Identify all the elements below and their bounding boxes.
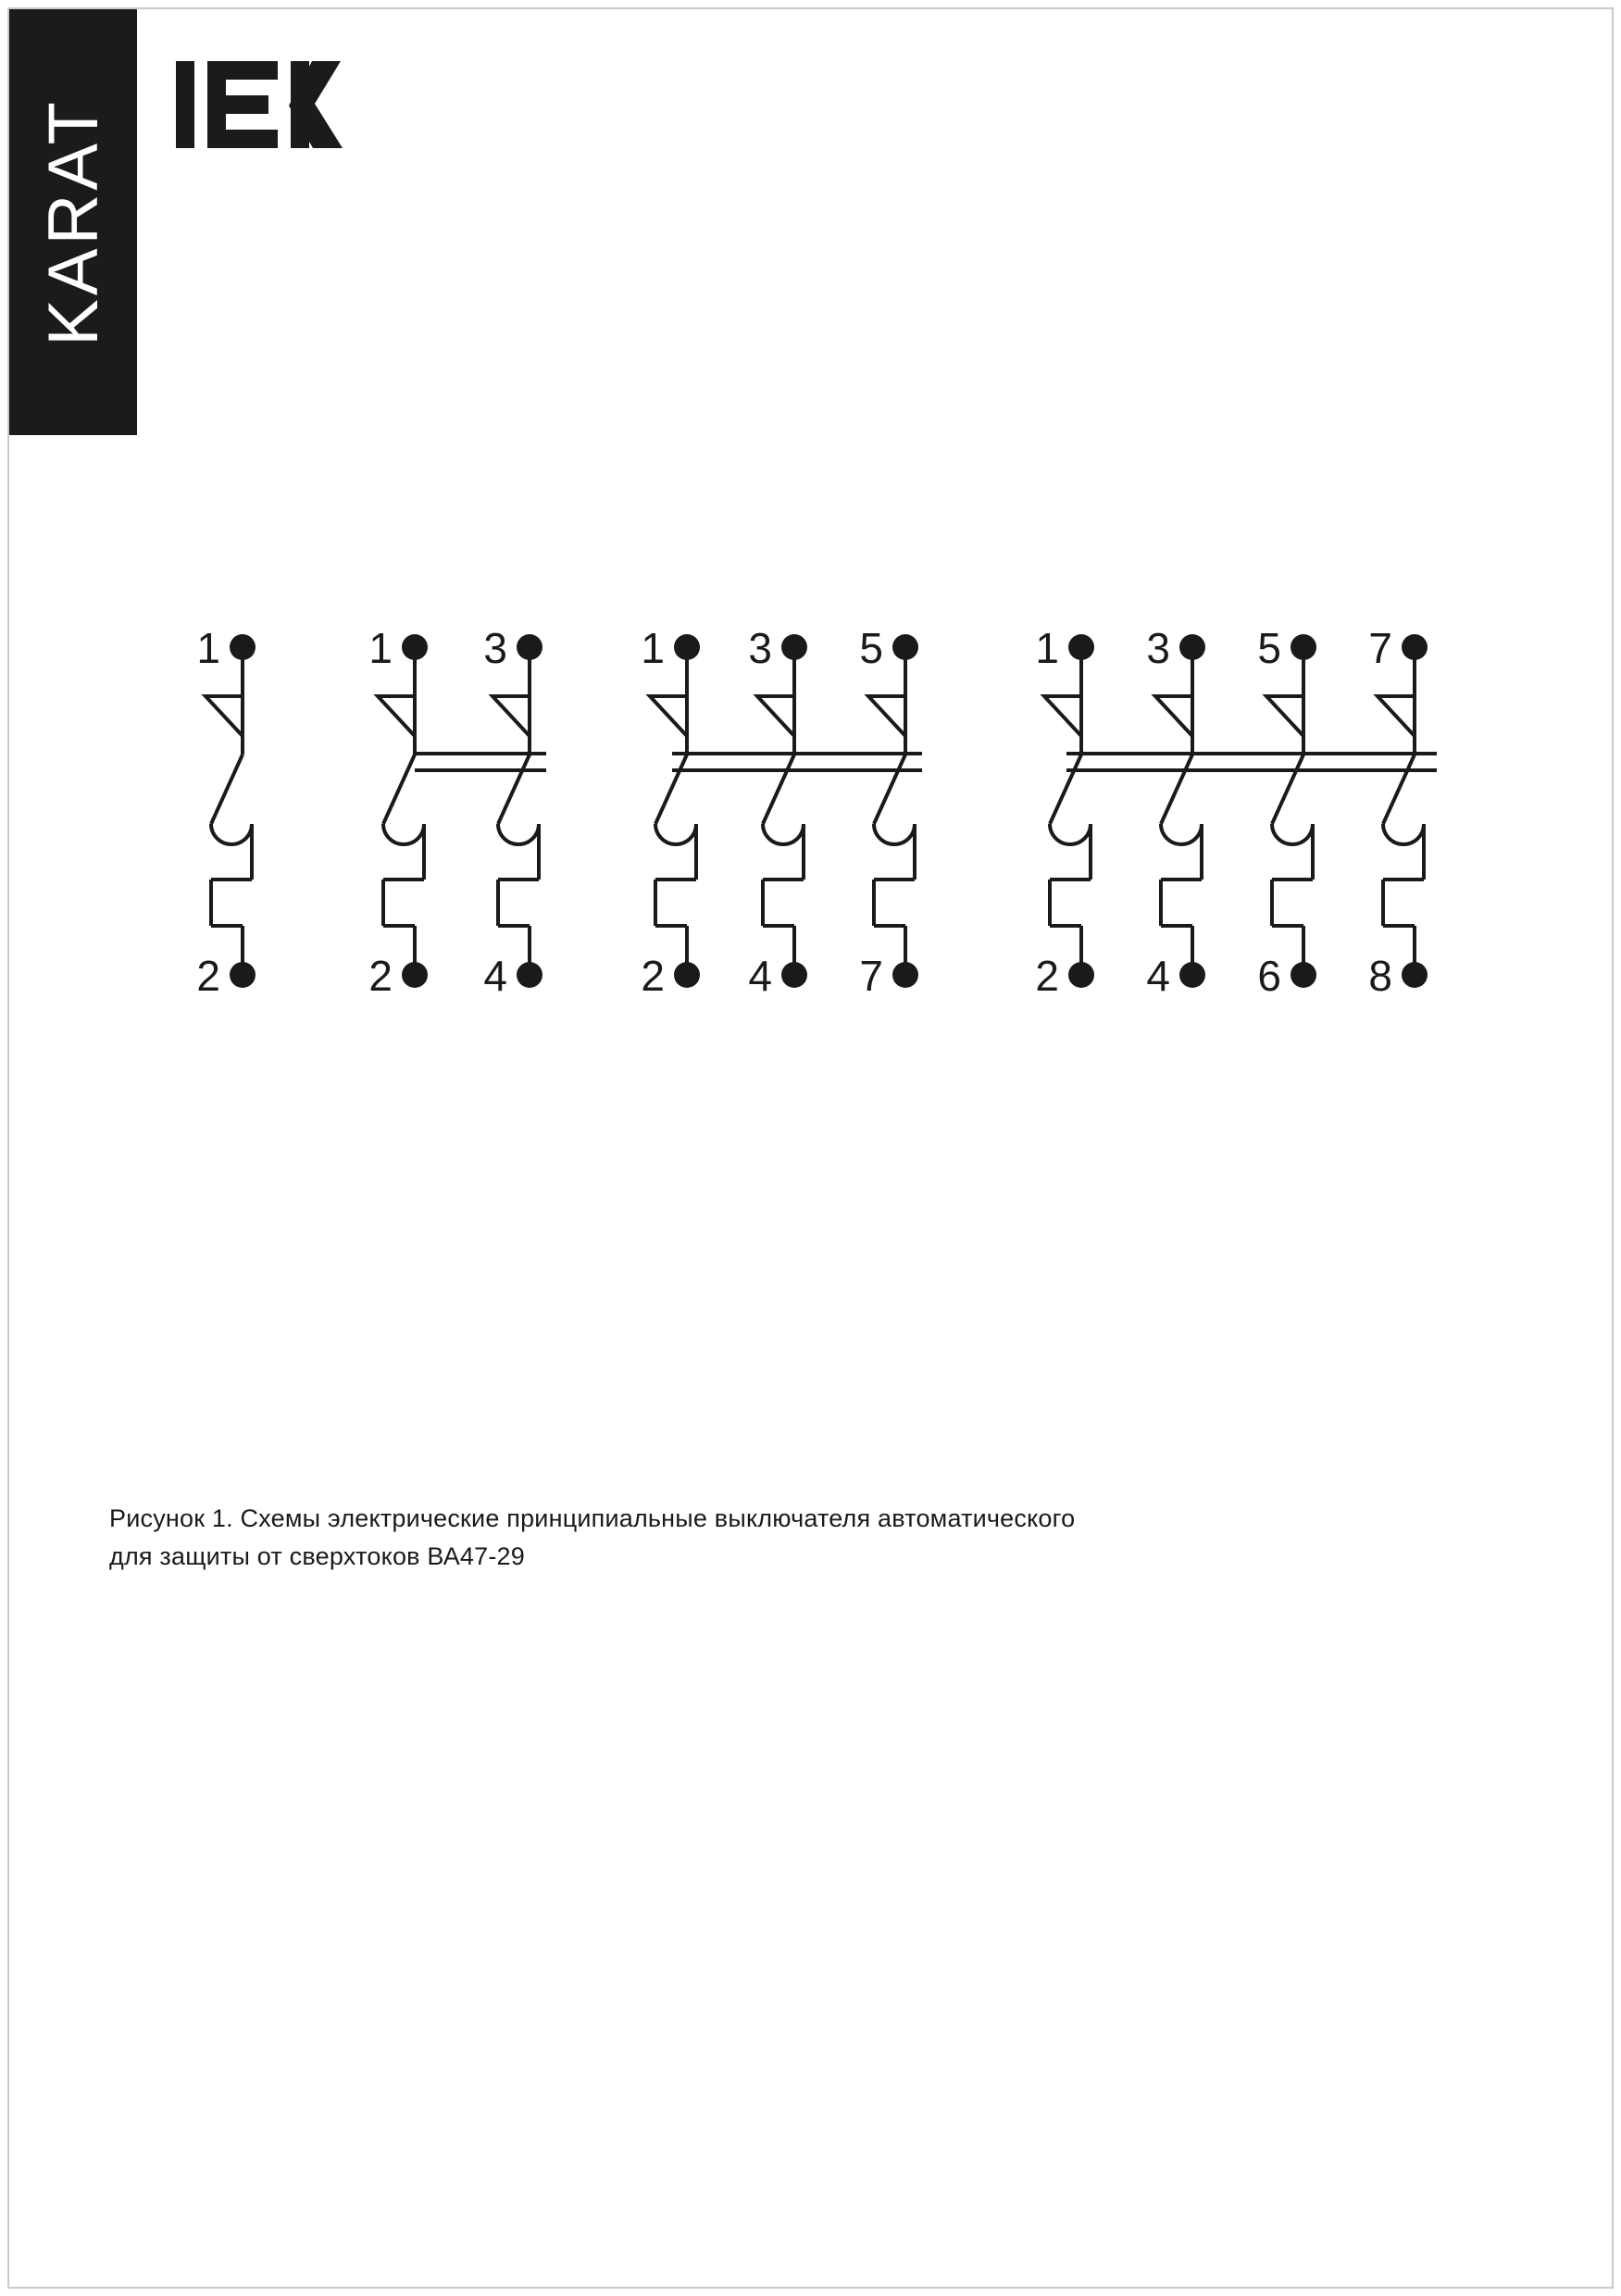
terminal-label: 1 (641, 624, 665, 672)
terminal-label: 2 (196, 952, 220, 1000)
terminal-label: 8 (1368, 952, 1392, 1000)
figure-caption (109, 1500, 1294, 1576)
terminal-label: 4 (483, 952, 507, 1000)
terminal-label: 2 (368, 952, 393, 1000)
terminal-label: 4 (1146, 952, 1170, 1000)
schematic-diagram (0, 555, 1621, 1204)
terminal-label: 3 (1146, 624, 1170, 672)
terminal-label: 3 (748, 624, 772, 672)
terminal-label: 2 (1035, 952, 1059, 1000)
terminal-label: 1 (1035, 624, 1059, 672)
series-tab-label: KARAT (33, 98, 113, 346)
terminal-label: 5 (859, 624, 883, 672)
terminal-label: 7 (1368, 624, 1392, 672)
terminal-label: 1 (368, 624, 393, 672)
terminal-label: 5 (1257, 624, 1281, 672)
terminal-label: 3 (483, 624, 507, 672)
iek-logo (176, 54, 361, 156)
series-tab (9, 9, 137, 435)
terminal-label: 4 (748, 952, 772, 1000)
terminal-label: 2 (641, 952, 665, 1000)
terminal-label: 6 (1257, 952, 1281, 1000)
figure-caption-line-2: для защиты от сверхтоков ВА47-29 (109, 1542, 525, 1570)
terminal-label: 1 (196, 624, 220, 672)
figure-caption-line-1: Рисунок 1. Схемы электрические принципиальные выключателя автоматического (109, 1504, 1076, 1532)
terminal-label: 7 (859, 952, 883, 1000)
